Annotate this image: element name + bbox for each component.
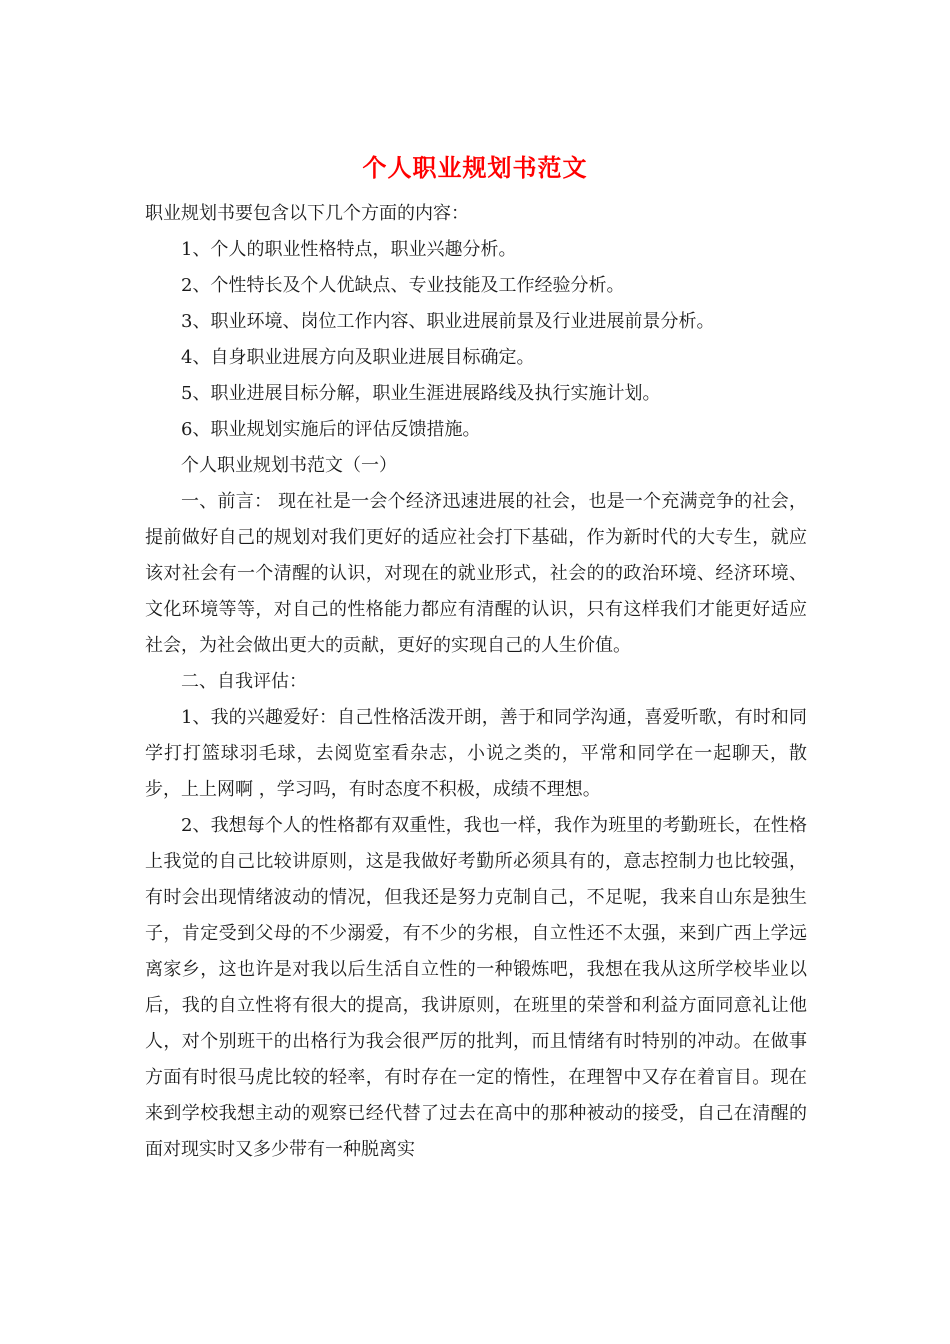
document-title: 个人职业规划书范文 [362, 153, 588, 182]
document-body [145, 196, 807, 1168]
interests-paragraph: 1、我的兴趣爱好：自己性格活泼开朗，善于和同学沟通，喜爱听歌，有时和同学打打篮球羽毛球，去阅览室看杂志，小说之类的，平常和同学在一起聊天，散步，上上网啊 ，学习吗，有时态度不积极，成绩不理想。 [145, 707, 807, 800]
self-assessment-heading: 二、自我评估： [181, 671, 307, 692]
list-item: 6、职业规划实施后的评估反馈措施。 [181, 419, 481, 440]
intro-paragraph: 职业规划书要包含以下几个方面的内容： [145, 203, 469, 224]
preface-paragraph: 一、前言： 现在社是一会个经济迅速进展的社会，也是一个充满竞争的社会，提前做好自己的规划对我们更好的适应社会打下基础，作为新时代的大专生，就应该对社会有一个清醒的认识，对现在的就业形式，社会的的政治环境、经济环境、文化环境等等，对自己的性格能力都应有清醒的认识，只有这样我们才能更好适应社会，为社会做出更大的贡献，更好的实现自己的人生价值。 [145, 491, 807, 656]
sample-heading: 个人职业规划书范文（一） [181, 455, 397, 476]
list-item: 1、个人的职业性格特点，职业兴趣分析。 [181, 239, 517, 260]
list-item: 2、个性特长及个人优缺点、专业技能及工作经验分析。 [181, 275, 625, 296]
list-item: 3、职业环境、岗位工作内容、职业进展前景及行业进展前景分析。 [181, 311, 715, 332]
list-item: 4、自身职业进展方向及职业进展目标确定。 [181, 347, 535, 368]
personality-paragraph: 2、我想每个人的性格都有双重性，我也一样，我作为班里的考勤班长，在性格上我觉的自己比较讲原则，这是我做好考勤所必须具有的，意志控制力也比较强，有时会出现情绪波动的情况，但我还是努力克制自己，不足呢，我来自山东是独生子，肯定受到父母的不少溺爱，有不少的劣根，自立性还不太强，来到广西上学远离家乡，这也许是对我以后生活自立性的一种锻炼吧，我想在我从这所学校毕业以后，我的自立性将有很大的提高，我讲原则，在班里的荣誉和利益方面同意礼让他人，对个别班干的出格行为我会很严厉的批判，而且情绪有时特别的冲动。在做事方面有时很马虎比较的轻率，有时存在一定的惰性，在理智中又存在着盲目。现在来到学校我想主动的观察已经代替了过去在高中的那种被动的接受，自己在清醒的面对现实时又多少带有一种脱离实 [145, 815, 807, 1160]
list-item: 5、职业进展目标分解，职业生涯进展路线及执行实施计划。 [181, 383, 661, 404]
